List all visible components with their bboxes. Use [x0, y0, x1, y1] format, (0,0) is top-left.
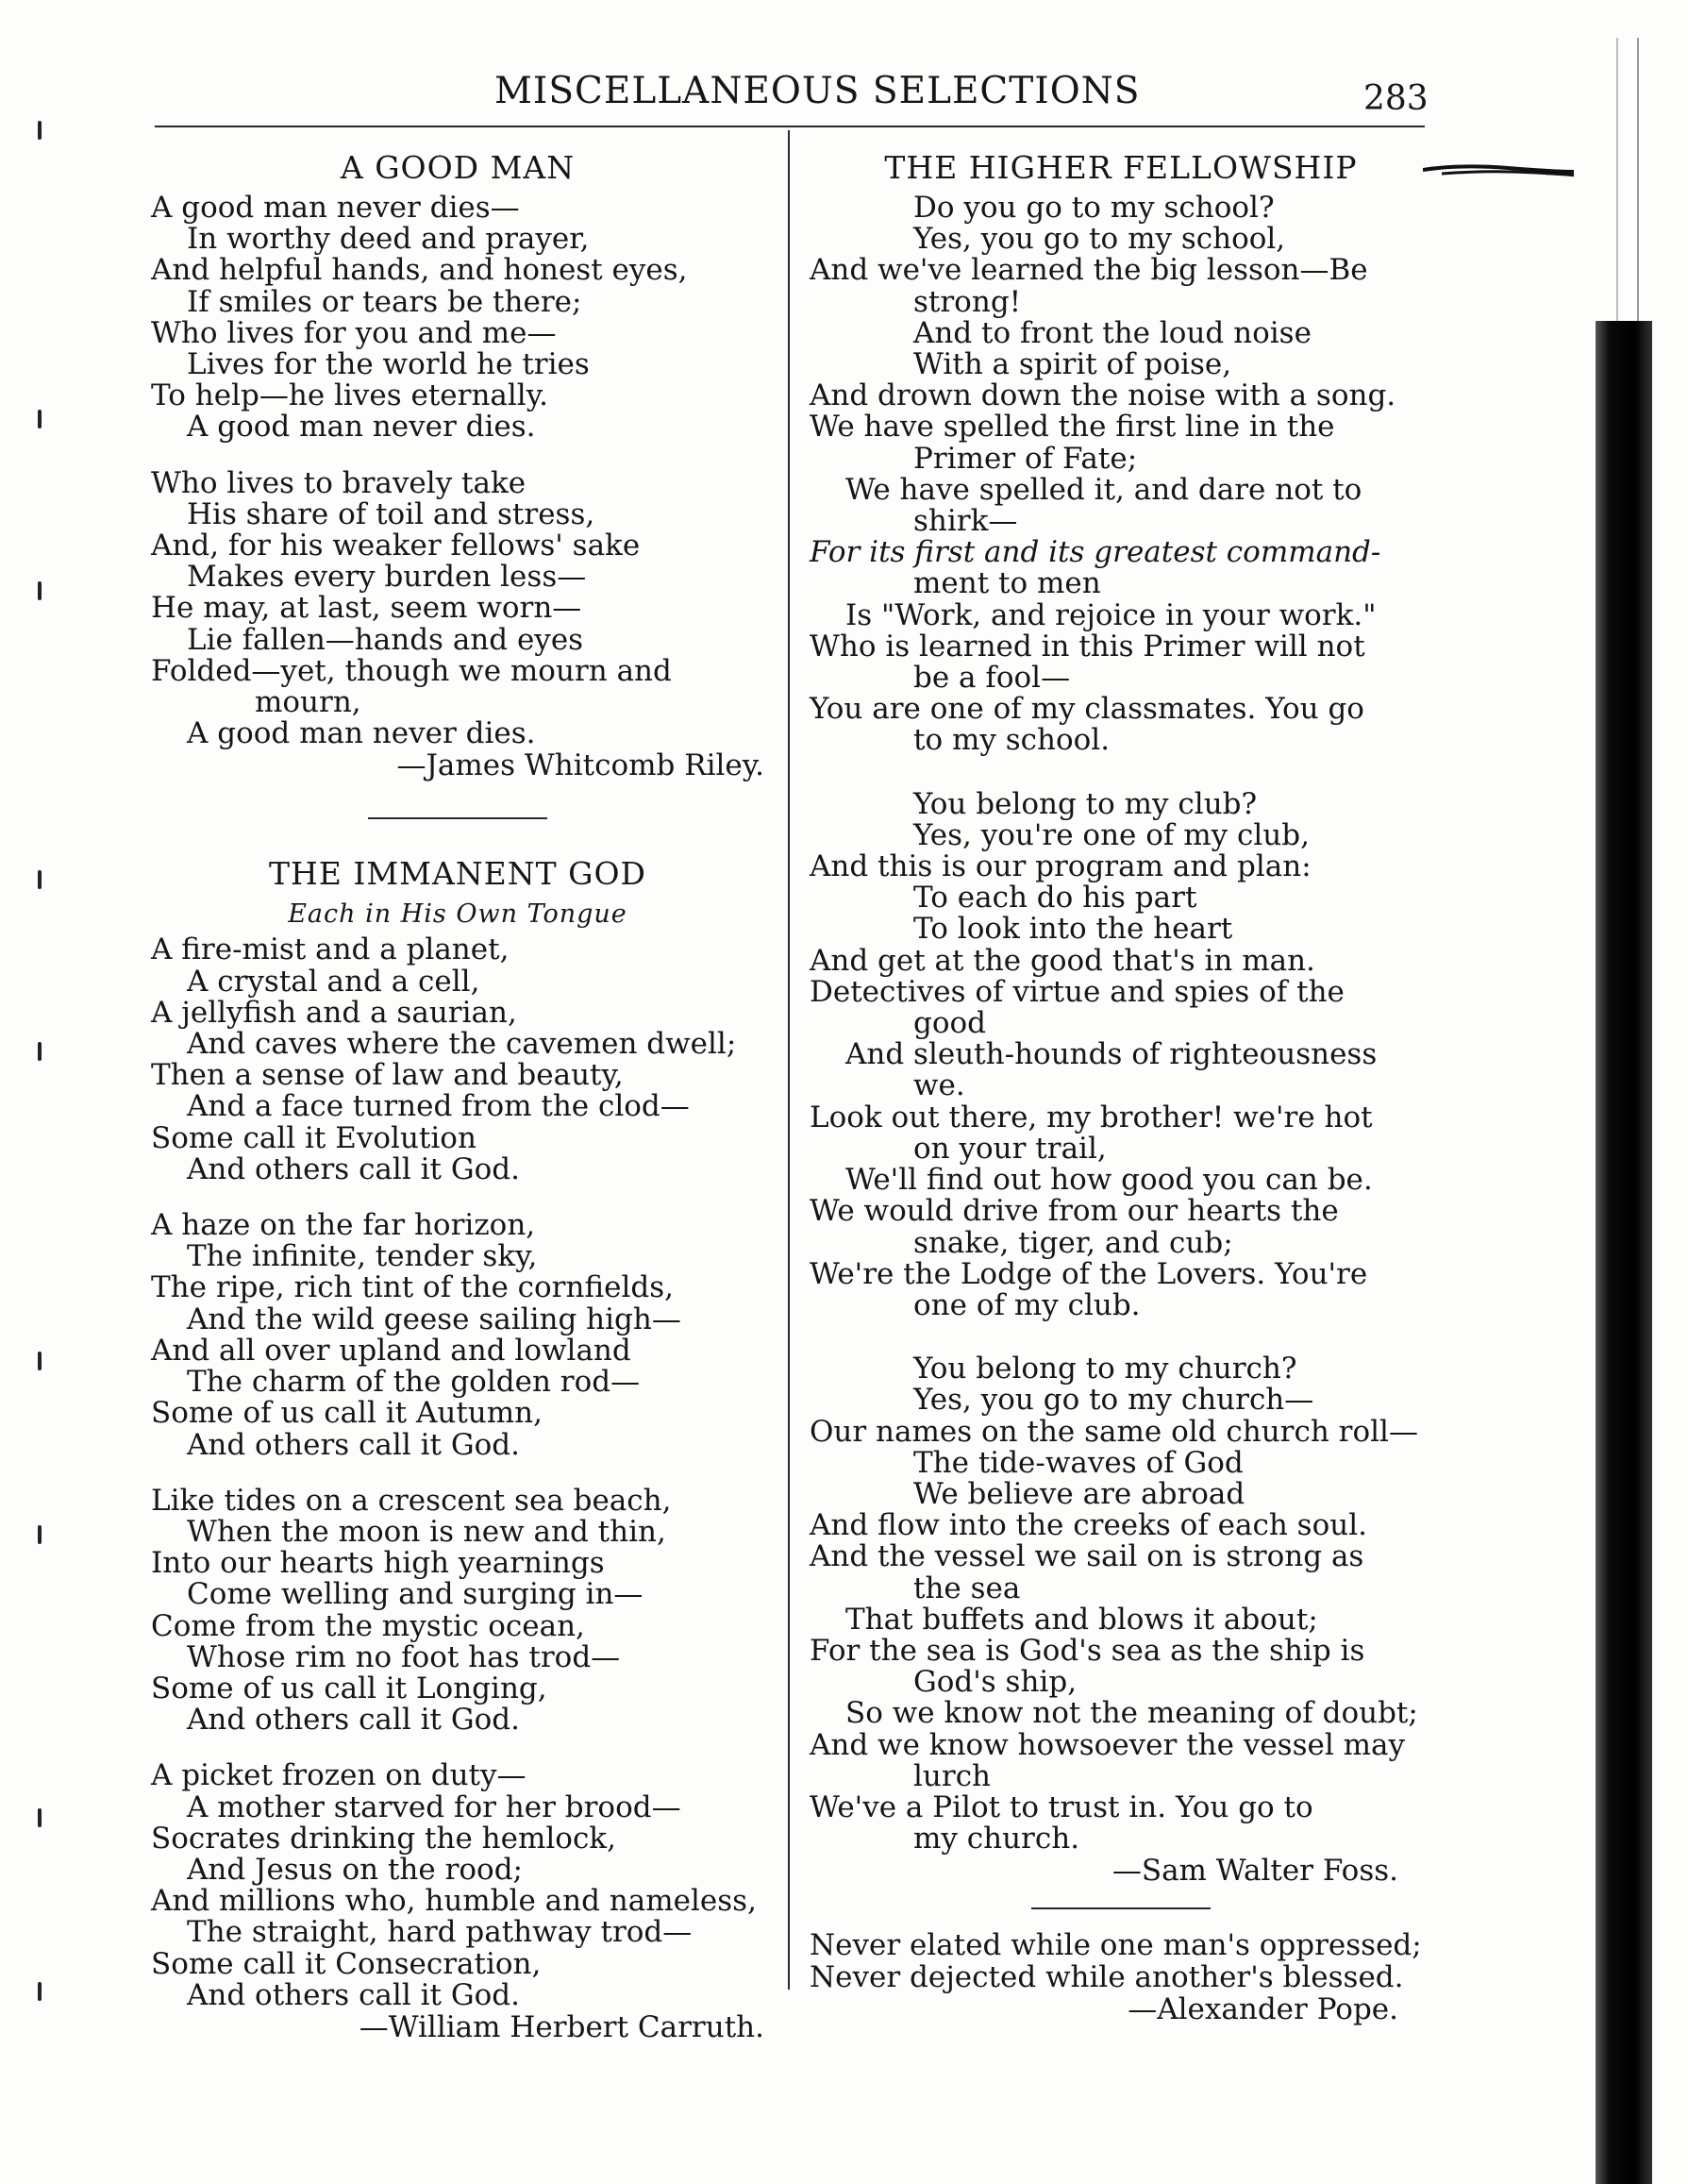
verse-line: Never elated while one man's oppressed; [810, 1928, 1422, 1963]
verse-line: A good man never dies. [187, 410, 536, 445]
poem-title-immanent-god: THE IMMANENT GOD [268, 855, 647, 893]
verse-line: And others call it God. [187, 1977, 520, 2012]
verse-line: For the sea is God's sea as the ship is [810, 1633, 1365, 1668]
page-number: 283 [1363, 79, 1429, 118]
verse-line: Lives for the world he tries [187, 347, 590, 382]
verse-line: A good man never dies— [151, 191, 520, 225]
verse-line: A haze on the far horizon, [151, 1208, 536, 1243]
attribution: —James Whitcomb Riley. [396, 748, 764, 783]
verse-line: And to front the loud noise [913, 315, 1312, 350]
verse-line: Is "Work, and rejoice in your work." [845, 597, 1377, 632]
verse-line: be a fool— [913, 661, 1071, 696]
verse-line: Some call it Evolution [151, 1120, 476, 1155]
verse-line: the sea [913, 1571, 1021, 1605]
verse-line: And we know howsoever the vessel may [810, 1727, 1406, 1762]
verse-line: Yes, you go to my school, [913, 222, 1286, 257]
verse-line: The ripe, rich tint of the cornfields, [151, 1270, 675, 1305]
verse-line: Come from the mystic ocean, [151, 1608, 585, 1643]
poem-stanza [810, 1353, 1432, 1855]
section-rule [368, 817, 547, 819]
margin-tick [38, 410, 42, 428]
verse-line: We believe are abroad [913, 1476, 1245, 1511]
verse-line: one of my club. [913, 1287, 1141, 1322]
verse-line: A good man never dies. [187, 716, 536, 751]
verse-line: And millions who, humble and nameless, [151, 1884, 757, 1919]
verse-line: Yes, you're one of my club, [913, 817, 1310, 852]
pen-mark-icon [1423, 162, 1574, 181]
verse-line: And others call it God. [187, 1151, 520, 1186]
verse-line: To look into the heart [913, 912, 1233, 947]
section-rule [1031, 1907, 1211, 1909]
verse-line: Who lives for you and me— [151, 315, 557, 350]
verse-line: Who is learned in this Primer will not [810, 629, 1365, 664]
margin-tick [38, 1352, 42, 1370]
verse-line: In worthy deed and prayer, [187, 222, 590, 257]
verse-line: And flow into the creeks of each soul. [810, 1508, 1367, 1543]
verse-line: We would drive from our hearts the [810, 1194, 1339, 1229]
verse-line: And a face turned from the clod— [187, 1089, 690, 1124]
margin-tick [38, 1808, 42, 1827]
verse-line: And Jesus on the rood; [187, 1852, 524, 1887]
verse-line: A mother starved for her brood— [187, 1789, 681, 1824]
poem-stanza [151, 193, 764, 444]
verse-line: Some of us call it Autumn, [151, 1396, 543, 1431]
poem-stanza [151, 934, 764, 1185]
verse-line: Our names on the same old church roll— [810, 1414, 1418, 1449]
verse-line: The charm of the golden rod— [187, 1365, 641, 1400]
verse-line: We'll find out how good you can be. [845, 1163, 1373, 1198]
verse-line: Who lives to bravely take [151, 465, 526, 500]
verse-line: So we know not the meaning of doubt; [845, 1696, 1418, 1731]
verse-line: Like tides on a crescent sea beach, [151, 1483, 672, 1518]
verse-line: Yes, you go to my church— [913, 1383, 1314, 1418]
verse-line: To each do his part [913, 881, 1197, 916]
attribution: —Alexander Pope. [1128, 1991, 1398, 2026]
verse-line: Never dejected while another's blessed. [810, 1959, 1404, 1994]
verse-line: We have spelled the first line in the [810, 410, 1335, 445]
verse-line: Primer of Fate; [913, 441, 1138, 476]
verse-line: shirk— [913, 504, 1018, 539]
verse-line: You are one of my classmates. You go [810, 692, 1364, 727]
verse-line: And the vessel we sail on is strong as [810, 1539, 1364, 1574]
verse-line: And sleuth-hounds of righteousness [845, 1037, 1378, 1072]
verse-line: A jellyfish and a saurian, [151, 995, 517, 1030]
header-rule [155, 126, 1425, 127]
attribution: —William Herbert Carruth. [359, 2009, 764, 2044]
verse-line: Some call it Consecration, [151, 1946, 542, 1981]
verse-line: A picket frozen on duty— [151, 1758, 526, 1793]
verse-line: mourn, [255, 685, 361, 720]
verse-line: And this is our program and plan: [810, 849, 1312, 884]
verse-line: And all over upland and lowland [151, 1333, 631, 1368]
verse-line: With a spirit of poise, [913, 347, 1232, 382]
verse-line: Makes every burden less— [187, 560, 587, 595]
verse-line: snake, tiger, and cub; [913, 1225, 1233, 1260]
verse-line: And the wild geese sailing high— [187, 1302, 681, 1336]
verse-line: And get at the good that's in man. [810, 943, 1315, 978]
verse-line: my church. [913, 1822, 1080, 1856]
margin-tick [38, 870, 42, 889]
margin-tick [38, 1982, 42, 2001]
margin-tick [38, 121, 42, 140]
verse-line: You belong to my club? [913, 786, 1258, 821]
attribution: —Sam Walter Foss. [1111, 1854, 1398, 1889]
binding-shadow [1596, 321, 1652, 2184]
verse-line: Some of us call it Longing, [151, 1671, 547, 1705]
verse-line: The straight, hard pathway trod— [187, 1915, 693, 1950]
verse-line: When the moon is new and thin, [187, 1514, 666, 1549]
verse-line: Come welling and surging in— [187, 1577, 643, 1612]
verse-line: That buffets and blows it about; [845, 1602, 1318, 1637]
verse-line: Into our hearts high yearnings [151, 1546, 605, 1581]
poem-title-higher-fellowship: THE HIGHER FELLOWSHIP [884, 149, 1358, 186]
verse-line: And caves where the cavemen dwell; [187, 1027, 737, 1062]
verse-line: strong! [913, 284, 1022, 319]
verse-line: lurch [913, 1758, 992, 1793]
verse-line: ment to men [913, 566, 1101, 601]
left-column [151, 149, 764, 2043]
column-divider [788, 130, 790, 1990]
verse-line: Look out there, my brother! we're hot [810, 1100, 1373, 1134]
binding-edge [1616, 38, 1639, 321]
verse-line: A fire-mist and a planet, [151, 932, 510, 967]
verse-line: Socrates drinking the hemlock, [151, 1821, 616, 1856]
verse-line: on your trail, [913, 1131, 1107, 1166]
verse-line: We're the Lodge of the Lovers. You're [810, 1256, 1368, 1291]
poem-stanza [151, 465, 764, 751]
poem-stanza [151, 1210, 764, 1461]
verse-line: And drown down the noise with a song. [810, 378, 1396, 413]
verse-line: We've a Pilot to trust in. You go to [810, 1789, 1313, 1824]
verse-line: We have spelled it, and dare not to [845, 472, 1362, 507]
margin-tick [38, 581, 42, 600]
verse-line: And, for his weaker fellows' sake [151, 529, 641, 563]
verse-line: For its first and its greatest command- [810, 535, 1381, 570]
verse-line: Detectives of virtue and spies of the [810, 974, 1345, 1009]
verse-line: He may, at last, seem worn— [151, 591, 582, 626]
right-column [810, 149, 1432, 2025]
verse-line: we. [913, 1068, 965, 1103]
poem-stanza [151, 1760, 764, 2011]
closing-quote [810, 1930, 1432, 1992]
verse-line: And we've learned the big lesson—Be [810, 253, 1368, 288]
verse-line: A crystal and a cell, [187, 964, 480, 999]
poem-subtitle: Each in His Own Tongue [288, 899, 627, 930]
verse-line: The tide-waves of God [913, 1445, 1244, 1480]
verse-line: Then a sense of law and beauty, [151, 1058, 624, 1093]
poem-stanza [810, 786, 1432, 1322]
verse-line: To help—he lives eternally. [151, 378, 548, 413]
poem-stanza [151, 1483, 764, 1738]
poem-stanza [810, 193, 1432, 757]
running-header: MISCELLANEOUS SELECTIONS [494, 70, 1141, 112]
verse-line: And others call it God. [187, 1703, 520, 1738]
verse-line: The infinite, tender sky, [187, 1239, 538, 1274]
verse-line: His share of toil and stress, [187, 496, 595, 531]
verse-line: You belong to my church? [913, 1352, 1297, 1386]
margin-tick [38, 1525, 42, 1544]
verse-line: Lie fallen—hands and eyes [187, 622, 584, 657]
verse-line: Whose rim no foot has trod— [187, 1639, 621, 1674]
verse-line: Do you go to my school? [913, 191, 1275, 225]
poem-title-a-good-man: A GOOD MAN [340, 149, 576, 186]
verse-line: If smiles or tears be there; [187, 284, 582, 319]
verse-line: to my school. [913, 723, 1111, 758]
verse-line: And helpful hands, and honest eyes, [151, 253, 688, 288]
margin-tick [38, 1042, 42, 1061]
verse-line: God's ship, [913, 1665, 1078, 1700]
verse-line: And others call it God. [187, 1427, 520, 1462]
verse-line: good [913, 1006, 987, 1041]
verse-line: Folded—yet, though we mourn and [151, 653, 672, 688]
